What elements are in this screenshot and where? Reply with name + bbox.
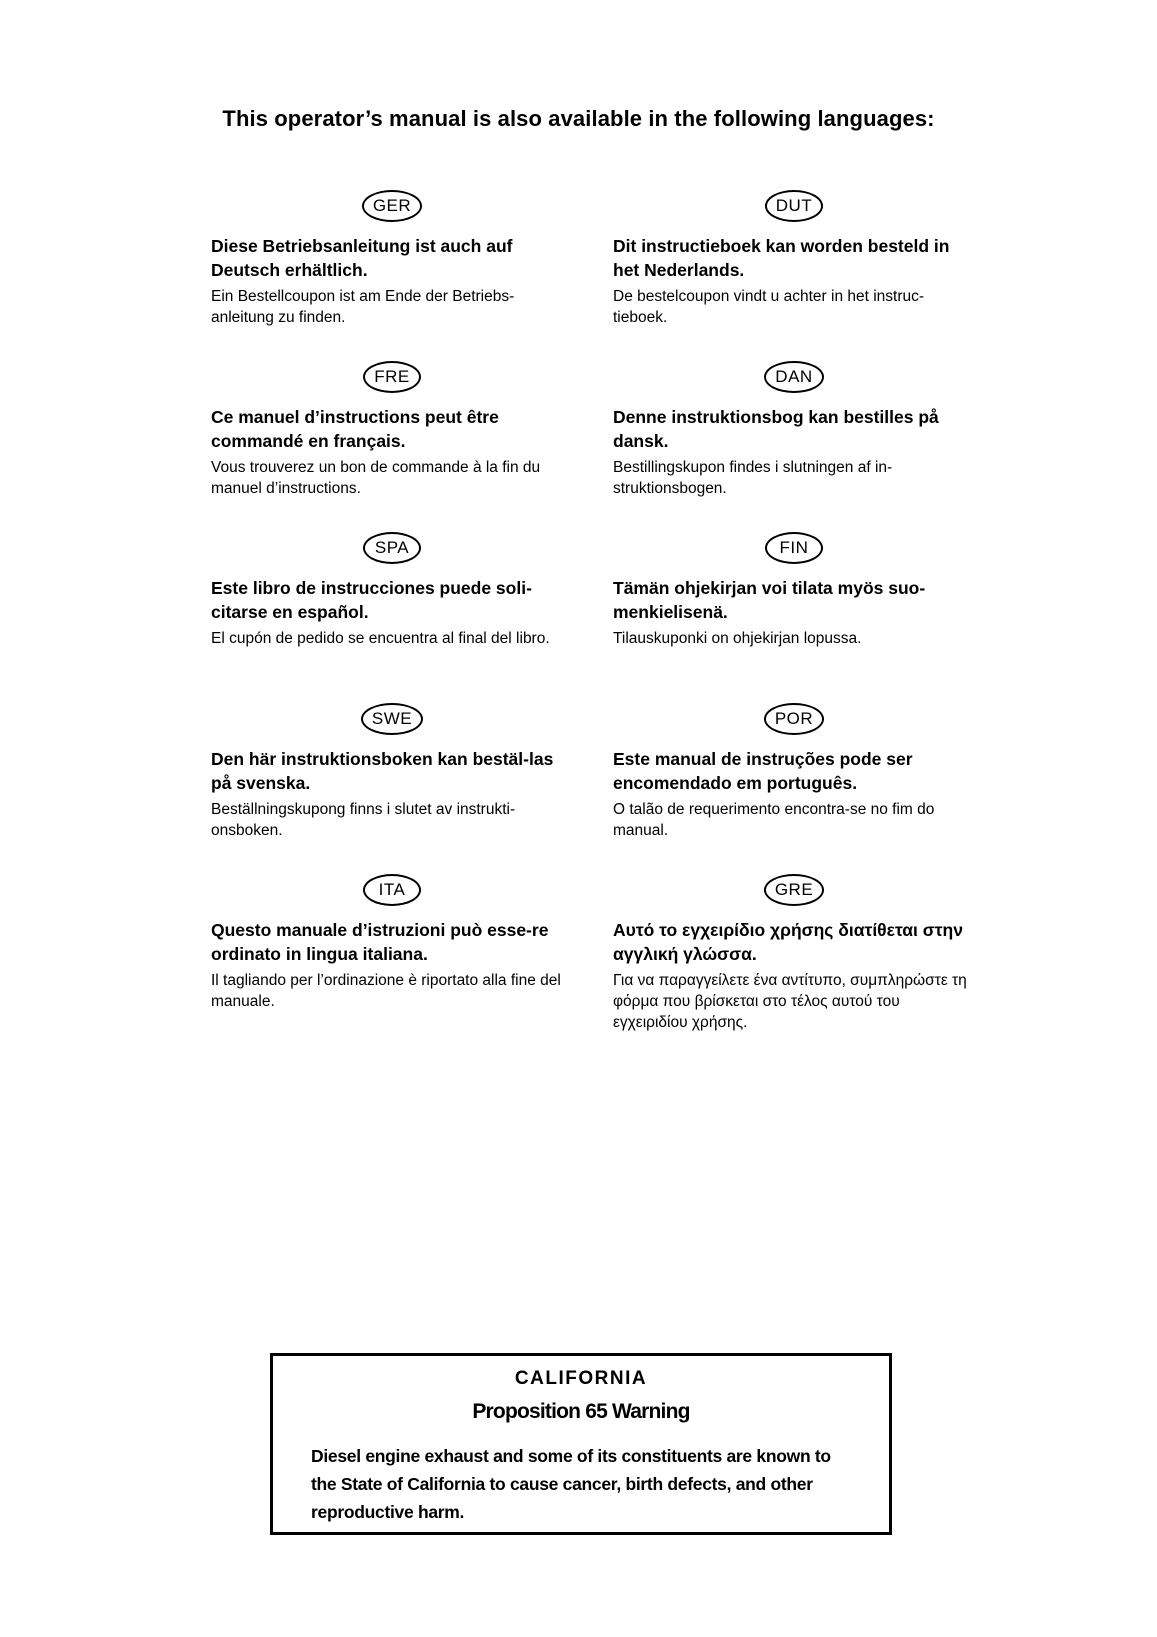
warning-text: Diesel engine exhaust and some of its constituents are known to the State of California to cause cancer, birth defects, and other reproductive harm. [311,1446,831,1522]
language-body: Beställningskupong finns i slutet av instrukti-onsboken. [211,801,516,839]
language-body: El cupón de pedido se encuentra al final del libro. [211,630,550,647]
language-body: Bestillingskupon findes i slutningen af in-struktionsbogen. [613,459,893,497]
language-code-badge: DUT [765,190,823,222]
language-heading: Este libro de instrucciones puede soli-citarse en español. [211,578,532,622]
language-body: Il tagliando per l’ordinazione è riportato alla fine del manuale. [211,972,561,1010]
language-entry-dut [613,190,975,328]
language-entry-ita [211,874,573,1012]
language-heading: Este manual de instruções pode ser encomendado em português. [613,749,913,793]
language-heading: Den här instruktionsboken kan bestäl-las på svenska. [211,749,554,793]
language-entry-gre [613,874,975,1033]
language-entry-por [613,703,975,841]
language-entry-ger [211,190,573,328]
language-body: Vous trouverez un bon de commande à la fin du manuel d’instructions. [211,459,541,497]
warning-title: Proposition 65 Warning [472,1400,690,1423]
warning-heading: CALIFORNIA [514,1368,648,1389]
language-entry-swe [211,703,573,841]
language-entry-dan [613,361,975,499]
language-code-badge: FIN [765,532,823,564]
language-body: Tilauskuponki on ohjekirjan lopussa. [613,630,862,647]
language-heading: Denne instruktionsbog kan bestilles på dansk. [613,407,939,451]
language-heading: Tämän ohjekirjan voi tilata myös suo-menkielisenä. [613,578,926,622]
language-entry-fre [211,361,573,499]
language-heading: Questo manuale d’istruzioni può esse-re ordinato in lingua italiana. [211,920,549,964]
language-body: Για να παραγγείλετε ένα αντίτυπο, συμπληρώστε τη φόρμα που βρίσκεται στο τέλος αυτού του εγχειριδίου χρήσης. [613,972,967,1031]
language-code-badge: GRE [764,874,824,906]
language-code-badge: SWE [361,703,423,735]
language-code-badge: DAN [764,361,823,393]
language-code-badge: GER [362,190,422,222]
language-entry-fin [613,532,975,649]
language-heading: Αυτό το εγχειρίδιο χρήσης διατίθεται στην αγγλική γλώσσα. [613,920,963,964]
language-heading: Diese Betriebsanleitung ist auch auf Deutsch erhältlich. [211,236,513,280]
prop65-warning-box [270,1353,892,1535]
language-body: Ein Bestellcoupon ist am Ende der Betriebs-anleitung zu finden. [211,288,515,326]
language-body: De bestelcoupon vindt u achter in het instruc-tieboek. [613,288,925,326]
language-code-badge: ITA [363,874,421,906]
language-heading: Dit instructieboek kan worden besteld in het Nederlands. [613,236,950,280]
language-heading: Ce manuel d’instructions peut être commandé en français. [211,407,499,451]
language-code-badge: POR [764,703,824,735]
language-code-badge: SPA [363,532,421,564]
page-title: This operator’s manual is also available in the following languages: [222,106,935,131]
language-entry-spa [211,532,573,649]
language-body: O talão de requerimento encontra-se no fim do manual. [613,801,935,839]
language-code-badge: FRE [363,361,421,393]
